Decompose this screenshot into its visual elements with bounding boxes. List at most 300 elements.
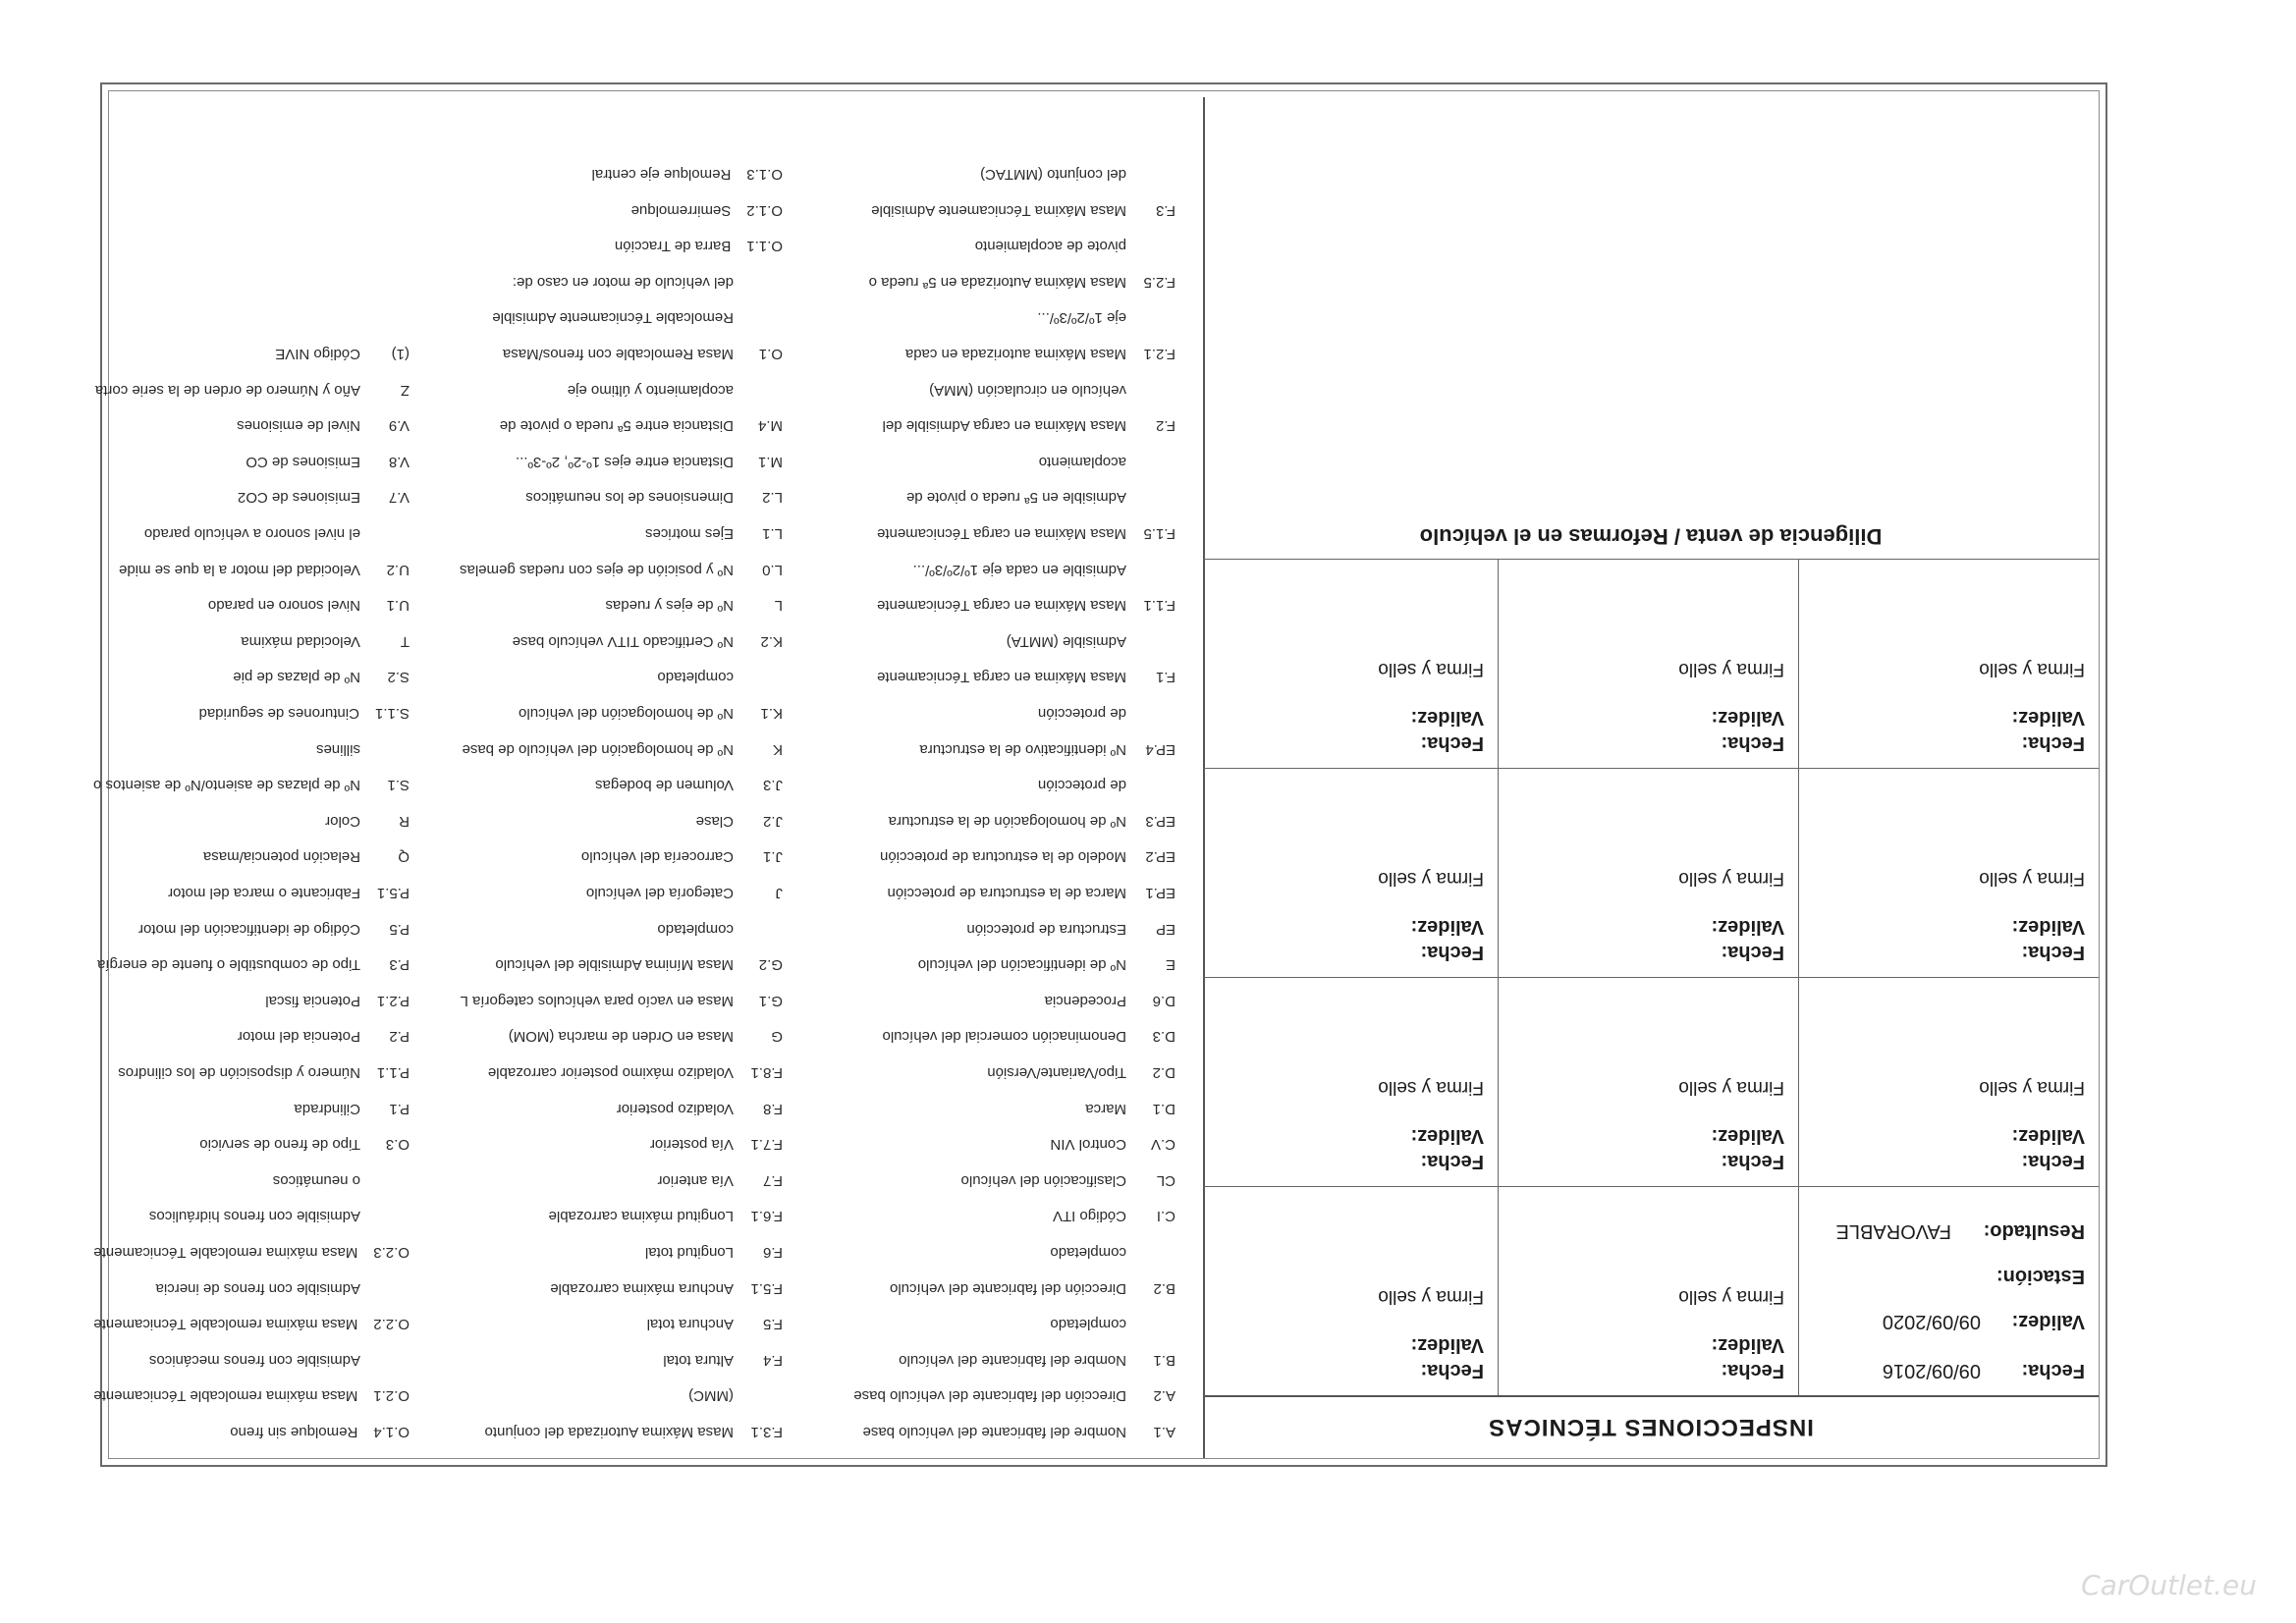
field-description: Color <box>325 812 360 830</box>
firma-sello-text: Firma y sello <box>1378 1286 1484 1307</box>
field-line <box>592 166 783 183</box>
diligencia-title: Diligencia de venta / Reformas en el vehículo <box>1419 524 1883 549</box>
field-line <box>1038 777 1175 793</box>
field-code: O.1.4 <box>373 1424 410 1440</box>
field-line <box>203 848 410 865</box>
field-code: J.3 <box>762 777 783 794</box>
field-description: Control VIN <box>1050 1136 1126 1154</box>
field-code: A.1 <box>1153 1424 1175 1440</box>
field-line <box>1050 1316 1175 1332</box>
field-description: Velocidad máxima <box>241 632 360 650</box>
field-code: A.2 <box>1153 1387 1175 1405</box>
field-description: completado <box>1050 1244 1126 1261</box>
field-description: Voladizo posterior <box>616 1100 734 1117</box>
firma-sello-text: Firma y sello <box>1678 1077 1784 1098</box>
field-description: Dirección del fabricante del vehículo base <box>853 1387 1126 1405</box>
field-description: Masa máxima remolcable Técnicamente <box>93 1387 358 1405</box>
field-description: Vía posterior <box>649 1136 734 1154</box>
field-description: completado <box>657 669 734 686</box>
inspection-cell <box>1203 1187 1498 1395</box>
field-code: O.2.3 <box>373 1244 410 1261</box>
field-code: O.1.1 <box>746 238 783 255</box>
field-code: EP.3 <box>1145 812 1175 830</box>
field-code: V.7 <box>388 489 410 507</box>
field-line <box>647 1316 783 1332</box>
field-line <box>595 777 783 793</box>
field-description: Masa Máxima en carga Técnicamente <box>876 669 1126 686</box>
field-line <box>238 489 410 506</box>
field-code: Z <box>400 381 410 399</box>
field-description: Nº Certificado TITV vehículo base <box>512 632 734 650</box>
field-description: Clasificación del vehículo <box>960 1171 1126 1189</box>
field-code: D.1 <box>1152 1100 1175 1117</box>
field-code: T <box>400 632 410 650</box>
field-description: Velocidad del motor a la que se mide <box>119 561 360 578</box>
field-description: pivote de acoplamiento <box>974 238 1126 255</box>
field-line <box>513 274 783 291</box>
field-line <box>316 741 410 758</box>
field-description: Nº de plazas de asiento/Nº de asientos o <box>93 777 360 794</box>
field-code: S.1 <box>387 777 410 794</box>
field-code: O.1.2 <box>746 201 783 219</box>
field-code: K.2 <box>760 632 783 650</box>
field-line <box>492 309 783 326</box>
field-description: Barra de Tracción <box>614 238 732 255</box>
field-description: Masa Máxima Autorizada en 5ª rueda o <box>868 273 1126 291</box>
field-line <box>657 669 783 685</box>
fecha-label: Fecha: <box>1721 732 1784 754</box>
field-code: O.3 <box>385 1136 410 1154</box>
field-code: EP.1 <box>1145 885 1175 901</box>
field-code: M.1 <box>757 453 783 470</box>
field-code: O.1.3 <box>746 166 783 183</box>
field-code: F.2.5 <box>1143 273 1175 291</box>
firma-sello-text: Firma y sello <box>1678 868 1784 889</box>
field-description: Anchura máxima carrozable <box>550 1279 734 1297</box>
field-description: Categoría del vehículo <box>585 885 734 901</box>
field-code: O.1 <box>758 346 783 362</box>
field-line <box>118 1064 410 1081</box>
field-code: U.1 <box>386 597 410 615</box>
field-line <box>495 956 783 973</box>
field-code: S.1.1 <box>374 705 410 722</box>
inspection-cell <box>1203 978 1498 1186</box>
field-code: K.1 <box>760 705 783 722</box>
inspection-cell <box>1203 560 1498 768</box>
field-description: Nº de plazas de pie <box>233 669 360 686</box>
field-description: Masa en vacío para vehículos categoría L <box>460 992 734 1009</box>
field-line <box>138 921 410 938</box>
inspection-row <box>1203 559 2099 768</box>
field-code: F.5.1 <box>750 1279 783 1297</box>
field-description: Estructura de protección <box>966 920 1126 938</box>
field-line <box>500 417 783 434</box>
field-line <box>525 489 783 506</box>
field-line <box>241 633 410 650</box>
field-description: Distancia entre 5ª rueda o pivote de <box>499 417 734 435</box>
field-line <box>97 956 410 973</box>
field-description: Nº y posición de ejes con ruedas gemelas <box>460 561 734 578</box>
field-line <box>1039 454 1175 470</box>
field-description: Masa Máxima Autorizada del conjunto <box>484 1424 734 1440</box>
field-line <box>657 1172 783 1189</box>
field-code: F.3.1 <box>750 1424 783 1440</box>
field-line <box>509 1028 783 1045</box>
inspection-cell <box>1203 769 1498 977</box>
fecha-label: Fecha: <box>1420 732 1484 754</box>
fecha-label: Fecha: <box>2021 732 2085 754</box>
field-description: Nº de ejes y ruedas <box>605 597 734 615</box>
field-line <box>519 705 783 722</box>
field-description: Altura total <box>663 1351 734 1369</box>
field-line <box>663 1352 783 1369</box>
field-description: Dimensiones de los neumáticos <box>525 489 734 507</box>
field-description: Carrocería del vehículo <box>580 848 734 866</box>
field-line <box>95 382 410 399</box>
field-line <box>199 705 410 722</box>
validez-value: 09/09/2020 <box>1882 1311 1981 1332</box>
field-code: D.6 <box>1152 992 1175 1009</box>
field-description: Cilindrada <box>294 1100 360 1117</box>
field-line <box>199 1136 410 1153</box>
field-line <box>488 1064 783 1081</box>
firma-sello-text: Firma y sello <box>1678 1286 1784 1307</box>
field-line <box>119 562 410 578</box>
field-description: Masa Máxima en carga Técnicamente <box>876 597 1126 615</box>
field-description: Emisiones de CO2 <box>237 489 360 507</box>
field-line <box>503 346 783 362</box>
field-description: Código ITV <box>1052 1208 1126 1225</box>
field-code: U.2 <box>386 561 410 578</box>
field-description: completado <box>657 920 734 938</box>
inspection-cell <box>1498 560 1798 768</box>
firma-sello-text: Firma y sello <box>1979 659 2085 679</box>
field-line <box>208 597 410 614</box>
field-line <box>93 1316 410 1332</box>
field-description: o neumáticos <box>272 1171 360 1189</box>
field-description: Fabricante o marca del motor <box>168 885 360 901</box>
validez-label: Validez: <box>1711 916 1784 938</box>
field-line <box>899 1352 1175 1369</box>
field-code: P.5 <box>389 920 410 938</box>
field-description: Distancia entre ejes 1º-2º, 2º-3º... <box>515 453 734 470</box>
field-description: Masa en Orden de marcha (MOM) <box>508 1028 734 1046</box>
field-description: Modelo de la estructura de protección <box>880 848 1126 866</box>
field-code: F.8.1 <box>750 1064 783 1081</box>
field-description: Relación potencia/masa <box>202 848 360 866</box>
inspection-cell <box>1498 769 1798 977</box>
field-description: Código NIVE <box>275 346 360 362</box>
field-line <box>905 346 1175 362</box>
field-description: de protección <box>1037 777 1126 794</box>
field-code: D.2 <box>1152 1064 1175 1081</box>
field-line <box>233 669 410 685</box>
field-code: P.1.1 <box>376 1064 410 1081</box>
field-description: Dirección del fabricante del vehículo <box>890 1279 1126 1297</box>
field-line <box>906 489 1175 506</box>
field-line <box>237 417 410 434</box>
field-line <box>581 848 783 865</box>
field-line <box>230 1424 410 1440</box>
fecha-label: Fecha: <box>2021 1151 2085 1172</box>
field-code: L <box>774 597 783 615</box>
field-line <box>485 1424 783 1440</box>
field-code: B.2 <box>1153 1279 1175 1297</box>
field-line <box>919 741 1175 758</box>
estacion-label: Estación: <box>1995 1266 2085 1287</box>
field-line <box>863 1424 1176 1440</box>
field-line <box>918 956 1175 973</box>
field-code: F.6.1 <box>750 1208 783 1225</box>
field-code: G <box>771 1028 783 1046</box>
field-line <box>980 166 1175 183</box>
technical-card-sheet <box>93 82 2107 1467</box>
field-code: V.8 <box>388 453 410 470</box>
field-description: sillines <box>315 740 360 758</box>
inspections-title: INSPECCIONES TÉCNICAS <box>1203 1395 2099 1458</box>
field-code: P.1 <box>389 1100 410 1117</box>
field-line <box>568 382 783 399</box>
field-line <box>463 741 784 758</box>
field-description: Tipo/Variante/Versión <box>987 1064 1126 1081</box>
field-description: Año y Número de orden de la serie corta <box>94 381 360 399</box>
field-description: Volumen de bodegas <box>595 777 734 794</box>
field-description: Semirremolque <box>630 201 732 219</box>
validez-label: Validez: <box>2011 707 2085 729</box>
field-code: P.2.1 <box>376 992 410 1009</box>
field-line <box>631 202 783 219</box>
field-line <box>1037 309 1175 326</box>
inspection-cell <box>1798 769 2099 977</box>
field-description: Marca <box>1085 1100 1126 1117</box>
field-description: Masa Máxima en carga Admisible del <box>882 417 1126 435</box>
field-code: K <box>772 740 783 758</box>
field-description: Tipo de combustible o fuente de energía <box>97 956 360 974</box>
field-code: G.2 <box>758 956 783 974</box>
field-line <box>1007 633 1175 650</box>
fecha-label: Fecha: <box>1420 942 1484 963</box>
field-description: Masa máxima remolcable Técnicamente <box>93 1316 358 1333</box>
field-line <box>1085 1101 1175 1117</box>
field-description: Nivel de emisiones <box>237 417 360 435</box>
field-line <box>1050 1136 1175 1153</box>
field-line <box>987 1064 1175 1081</box>
field-description: Masa Máxima autorizada en cada <box>904 346 1126 362</box>
inspection-row <box>1203 768 2099 977</box>
field-line <box>275 346 410 362</box>
firma-sello-text: Firma y sello <box>1378 1077 1484 1098</box>
field-description: Masa máxima remolcable Técnicamente <box>93 1244 358 1261</box>
field-line <box>877 669 1175 685</box>
field-line <box>883 417 1175 434</box>
inspection-cell <box>1498 1187 1798 1395</box>
field-code: F.7 <box>762 1171 783 1189</box>
field-line <box>871 202 1175 219</box>
field-description: Longitud total <box>644 1244 734 1261</box>
field-line <box>550 1280 783 1297</box>
field-code: M.4 <box>757 417 783 435</box>
validez-label: Validez: <box>1410 1125 1484 1147</box>
field-code: EP <box>1155 920 1175 938</box>
field-description: Marca de la estructura de protección <box>887 885 1126 901</box>
validez-label: Validez: <box>2011 1311 2085 1332</box>
field-description: Nivel sonoro en parado <box>207 597 360 615</box>
field-description: Código de identificación del motor <box>138 920 360 938</box>
field-description: Emisiones de CO <box>246 453 360 470</box>
field-code: V.9 <box>388 417 410 435</box>
inspection-cell <box>1798 978 2099 1186</box>
field-code: J <box>775 885 783 901</box>
field-code: P.3 <box>389 956 410 974</box>
inspection-cell <box>1498 978 1798 1186</box>
resultado-value: FAVORABLE <box>1835 1220 1951 1242</box>
field-line <box>869 274 1175 291</box>
field-line <box>605 597 783 614</box>
field-description: Nº de homologación del vehículo <box>519 705 734 722</box>
field-description: eje 1º/2º/3º/... <box>1037 309 1126 327</box>
inspection-cell <box>1798 560 2099 768</box>
field-description: Remolque sin freno <box>230 1424 358 1440</box>
field-line <box>549 1208 783 1224</box>
field-description: Procedencia <box>1044 992 1126 1009</box>
field-line <box>156 1280 410 1297</box>
sheet-inner-border <box>93 90 2100 1459</box>
field-line <box>889 813 1175 830</box>
field-line <box>1045 993 1175 1009</box>
field-description: Vía anterior <box>657 1171 734 1189</box>
field-description: acoplamiento y último eje <box>567 381 734 399</box>
field-description: Voladizo máximo posterior carrozable <box>487 1064 734 1081</box>
field-line <box>325 813 410 830</box>
field-description: Masa Mínima Admisible del vehículo <box>495 956 734 974</box>
field-code: Q <box>398 848 410 866</box>
field-description: Nº de identificación del vehículo <box>917 956 1126 974</box>
field-code: P.5.1 <box>376 885 410 901</box>
field-line <box>688 1387 783 1404</box>
field-description: acoplamiento <box>1038 453 1126 470</box>
fecha-label: Fecha: <box>1721 942 1784 963</box>
fecha-label: Fecha: <box>2021 942 2085 963</box>
inspection-row <box>1203 977 2099 1186</box>
field-description: del vehículo de motor en caso de: <box>512 273 734 291</box>
field-description: Nombre del fabricante del vehículo base <box>862 1424 1126 1440</box>
field-code: C.V <box>1150 1136 1175 1154</box>
field-code: F.5 <box>762 1316 783 1333</box>
field-line <box>696 813 783 830</box>
field-line <box>961 1172 1175 1189</box>
field-line <box>246 454 410 470</box>
validez-label: Validez: <box>1410 916 1484 938</box>
field-code: F.2.1 <box>1143 346 1175 362</box>
field-code: L.2 <box>762 489 783 507</box>
field-line <box>294 1101 410 1117</box>
validez-label: Validez: <box>1711 707 1784 729</box>
field-line <box>586 885 783 901</box>
field-code: F.6 <box>762 1244 783 1261</box>
field-line <box>877 597 1175 614</box>
field-line <box>149 1208 410 1224</box>
field-code: EP.2 <box>1145 848 1175 866</box>
field-code: L.0 <box>762 561 783 578</box>
field-code: S.2 <box>387 669 410 686</box>
field-description: Denominación comercial del vehículo <box>882 1028 1126 1046</box>
field-description: del conjunto (MMTAC) <box>980 166 1126 183</box>
field-description: Cinturones de seguridad <box>198 705 359 722</box>
field-line <box>888 885 1175 901</box>
firma-sello-text: Firma y sello <box>1979 868 2085 889</box>
field-line <box>93 1244 410 1261</box>
field-line <box>645 1244 783 1261</box>
field-code: CL <box>1156 1171 1175 1189</box>
field-description: Masa Máxima en carga Técnicamente <box>876 525 1126 542</box>
field-description: Nº de homologación de la estructura <box>888 812 1126 830</box>
technical-fields-block <box>93 97 1195 1458</box>
field-line <box>615 238 783 254</box>
field-line <box>657 921 783 938</box>
field-line <box>617 1101 783 1117</box>
validez-label: Validez: <box>1711 1334 1784 1356</box>
field-description: Potencia fiscal <box>265 992 360 1009</box>
field-code: O.2.1 <box>373 1387 410 1405</box>
field-line <box>168 885 410 901</box>
field-code: J.1 <box>762 848 783 866</box>
field-line <box>460 562 783 578</box>
field-description: el nivel sonoro a vehículo parado <box>143 525 360 542</box>
watermark-logo: CarOutlet.eu <box>2081 1569 2257 1601</box>
field-description: Anchura total <box>646 1316 734 1333</box>
field-description: Potencia del motor <box>237 1028 360 1046</box>
field-line <box>1050 1244 1175 1261</box>
field-code: J.2 <box>762 812 783 830</box>
field-line <box>1053 1208 1175 1224</box>
field-description: Admisible con frenos mecánicos <box>148 1351 360 1369</box>
field-line <box>513 633 783 650</box>
field-code: F.4 <box>762 1351 783 1369</box>
fecha-label: Fecha: <box>1721 1360 1784 1381</box>
field-description: Ejes motrices <box>644 525 734 542</box>
field-description: Admisible en cada eje 1º/2º/3º/... <box>912 561 1126 578</box>
field-description: Admisible con frenos hidráulicos <box>148 1208 360 1225</box>
field-line <box>645 525 783 542</box>
field-line <box>975 238 1175 254</box>
field-description: Masa Remolcable con frenos/Masa <box>502 346 734 362</box>
field-code: R <box>399 812 410 830</box>
field-code: F.1.5 <box>1143 525 1175 542</box>
validez-label: Validez: <box>1410 707 1484 729</box>
validez-label: Validez: <box>1711 1125 1784 1147</box>
field-line <box>650 1136 783 1153</box>
field-code: P.2 <box>389 1028 410 1046</box>
field-description: Admisible con frenos de inercia <box>155 1279 360 1297</box>
field-description: Tipo de freno de servicio <box>199 1136 360 1154</box>
field-line <box>93 777 410 793</box>
field-line <box>93 1387 410 1404</box>
inspection-row <box>1203 1186 2099 1395</box>
field-line <box>966 921 1175 938</box>
field-description: completado <box>1050 1316 1126 1333</box>
validez-label: Validez: <box>2011 916 2085 938</box>
firma-sello-text: Firma y sello <box>1979 1077 2085 1098</box>
field-line <box>880 848 1175 865</box>
field-code: G.1 <box>758 992 783 1009</box>
firma-sello-text: Firma y sello <box>1378 868 1484 889</box>
fecha-value: 09/09/2016 <box>1882 1360 1981 1381</box>
field-description: Nº identificativo de la estructura <box>919 740 1126 758</box>
field-description: Longitud máxima carrozable <box>548 1208 734 1225</box>
fecha-label: Fecha: <box>2021 1360 2085 1381</box>
field-line <box>1038 705 1175 722</box>
field-code: (1) <box>391 346 410 362</box>
